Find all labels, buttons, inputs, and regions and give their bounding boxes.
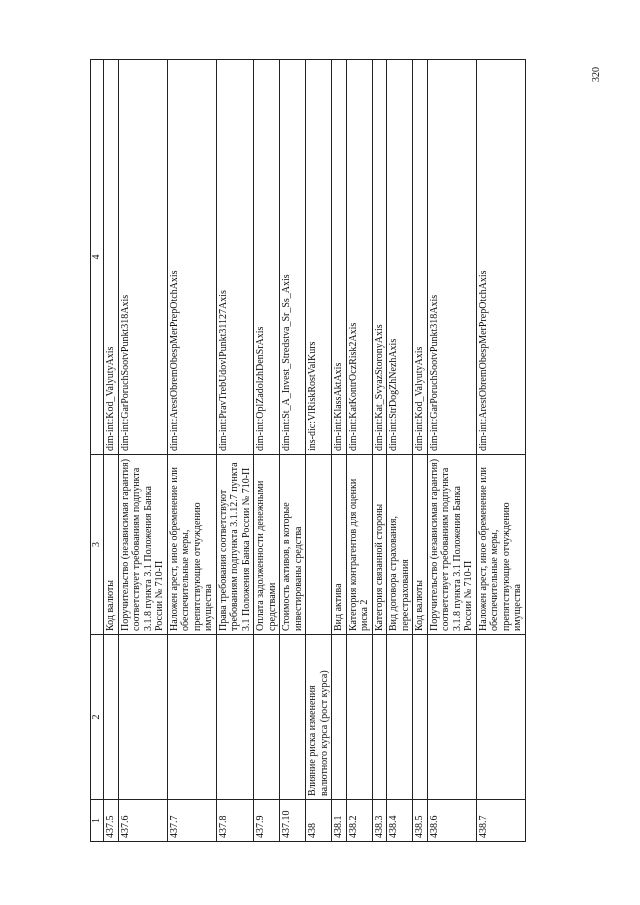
- indicator-name-cell: [387, 635, 413, 800]
- description-cell: Поручительство (независимая гарантия) соответствует требованиям подпункта 3.1.8 пункта 3.1 Положения Банка России № 710-П: [427, 455, 476, 635]
- table-row: [372, 60, 387, 842]
- element-code-cell: dim-int:ArestObremObespMerPrepOtchAxis: [476, 60, 525, 455]
- indicator-name-cell: [118, 635, 167, 800]
- table-row: [254, 60, 280, 842]
- indicator-name-cell: [280, 635, 306, 800]
- indicator-name-cell: [346, 635, 372, 800]
- row-number-cell: 437.5: [104, 800, 119, 842]
- table-row: [216, 60, 254, 842]
- row-number-cell: 438.7: [476, 800, 525, 842]
- description-cell: Наложен арест, иное обременение или обеспечительные меры, препятствующие отчуждению имущества: [167, 455, 216, 635]
- row-number-cell: 438.3: [372, 800, 387, 842]
- table-row: [413, 60, 428, 842]
- description-cell: Код валюты: [413, 455, 428, 635]
- row-number-cell: 438.5: [413, 800, 428, 842]
- description-cell: Права требования соответствуют требованиям подпункта 3.1.12.7 пункта 3.1 Положения Банка России № 710-П: [216, 455, 254, 635]
- element-code-cell: dim-int:GarPoruchSootvPunkt318Axis: [427, 60, 476, 455]
- row-number-cell: 438: [306, 800, 332, 842]
- row-number-cell: 437.6: [118, 800, 167, 842]
- table-row: [332, 60, 347, 842]
- table-header-row: [91, 60, 104, 842]
- indicator-name-cell: [332, 635, 347, 800]
- element-code-cell: dim-int:Kod_ValyutyAxis: [413, 60, 428, 455]
- table-row: [346, 60, 372, 842]
- table-row: [280, 60, 306, 842]
- table-body: [104, 60, 526, 842]
- element-code-cell: dim-int:KlassAktAxis: [332, 60, 347, 455]
- indicator-name-cell: [413, 635, 428, 800]
- indicator-name-cell: [427, 635, 476, 800]
- description-cell: Оплата задолженности денежными средствами: [254, 455, 280, 635]
- specification-table: [90, 59, 526, 842]
- column-header-4: 4: [91, 60, 104, 455]
- element-code-cell: dim-int:Kat_SvyazStoronyAxis: [372, 60, 387, 455]
- indicator-name-cell: [104, 635, 119, 800]
- row-number-cell: 438.6: [427, 800, 476, 842]
- element-code-cell: dim-int:StrDogZhNezhAxis: [387, 60, 413, 455]
- element-code-cell: dim-int:OplZadolzhDenSrAxis: [254, 60, 280, 455]
- column-header-1: 1: [91, 800, 104, 842]
- description-cell: [306, 455, 332, 635]
- element-code-cell: dim-int:ArestObremObespMerPrepOtchAxis: [167, 60, 216, 455]
- indicator-name-cell: [372, 635, 387, 800]
- page-number: 320: [591, 67, 602, 82]
- indicator-name-cell: Влияние риска изменения валютного курса (рост курса): [306, 635, 332, 800]
- indicator-name-cell: [167, 635, 216, 800]
- table-row: [118, 60, 167, 842]
- table-row: [104, 60, 119, 842]
- table-row: [387, 60, 413, 842]
- description-cell: Вид договора страхования, перестрахования: [387, 455, 413, 635]
- description-cell: Наложен арест, иное обременение или обеспечительные меры, препятствующие отчуждению имущества: [476, 455, 525, 635]
- description-cell: Код валюты: [104, 455, 119, 635]
- description-cell: Стоимость активов, в которые инвестированы средства: [280, 455, 306, 635]
- description-cell: Поручительство (независимая гарантия) соответствует требованиям подпункта 3.1.8 пункта 3.1 Положения Банка России № 710-П: [118, 455, 167, 635]
- row-number-cell: 437.10: [280, 800, 306, 842]
- element-code-cell: dim-int:PravTrebUdovlPunkt31127Axis: [216, 60, 254, 455]
- row-number-cell: 438.4: [387, 800, 413, 842]
- element-code-cell: ins-dic:VlRiskRostValKurs: [306, 60, 332, 455]
- table-row: [427, 60, 476, 842]
- indicator-name-cell: [254, 635, 280, 800]
- description-cell: Категория связанной стороны: [372, 455, 387, 635]
- row-number-cell: 438.1: [332, 800, 347, 842]
- column-header-3: 3: [91, 455, 104, 635]
- indicator-name-cell: [476, 635, 525, 800]
- element-code-cell: dim-int:Kod_ValyutyAxis: [104, 60, 119, 455]
- row-number-cell: 437.9: [254, 800, 280, 842]
- description-cell: Вид актива: [332, 455, 347, 635]
- element-code-cell: dim-int:KatKontrOczRisk2Axis: [346, 60, 372, 455]
- table-row: [306, 60, 332, 842]
- element-code-cell: dim-int:GarPoruchSootvPunkt318Axis: [118, 60, 167, 455]
- row-number-cell: 438.2: [346, 800, 372, 842]
- row-number-cell: 437.7: [167, 800, 216, 842]
- table-row: [476, 60, 525, 842]
- rotated-page-content: [90, 60, 578, 842]
- row-number-cell: 437.8: [216, 800, 254, 842]
- indicator-name-cell: [216, 635, 254, 800]
- element-code-cell: dim-int:St_A_Invest_Stredstva_Sr_Ss_Axis: [280, 60, 306, 455]
- column-header-2: 2: [91, 635, 104, 800]
- table-row: [167, 60, 216, 842]
- description-cell: Категория контрагентов для оценки риска 2: [346, 455, 372, 635]
